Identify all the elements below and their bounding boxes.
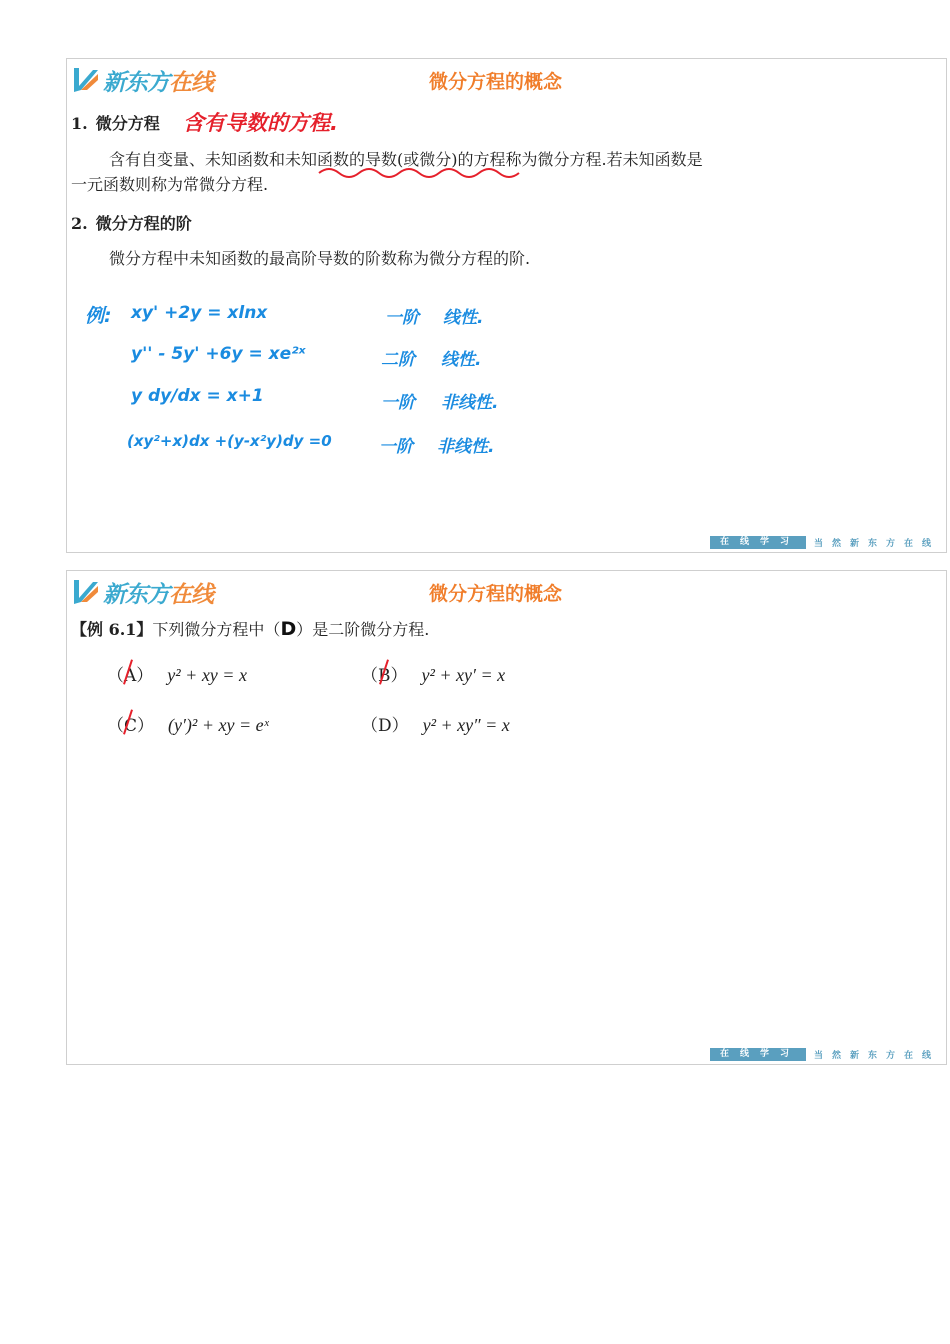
section-heading-1: 1. 微分方程 — [71, 114, 160, 133]
footer-tag: 在线学习 — [710, 536, 806, 549]
example-eq-4: (xy²+x)dx +(y-x²y)dy =0 — [127, 432, 332, 450]
order-definition: 微分方程中未知函数的最高阶导数的阶数称为微分方程的阶. — [109, 249, 531, 268]
logo-text: 新东方在线 — [103, 69, 213, 96]
logo-text: 新东方在线 — [103, 581, 213, 608]
example-type-2: 线性. — [441, 350, 482, 370]
example-order-2: 二阶 — [381, 350, 415, 370]
example-label: 例: — [85, 305, 112, 327]
definition-paragraph: 含有自变量、未知函数和未知函数的导数(或微分)的方程称为微分方程.若未知函数是 — [109, 150, 703, 169]
handwritten-definition: 含有导数的方程. — [183, 111, 338, 135]
logo-icon — [71, 64, 101, 96]
slide-1 — [66, 58, 947, 553]
slide-footer — [710, 1048, 940, 1061]
slide-2 — [66, 570, 947, 1065]
example-eq-2: y'' - 5y' +6y = xe²ˣ — [131, 344, 306, 364]
brand-logo — [71, 575, 213, 609]
section-heading-2: 2. 微分方程的阶 — [71, 214, 192, 233]
option-b: （B） y² + xy′ = x — [361, 665, 506, 686]
example-eq-3: y dy/dx = x+1 — [131, 386, 264, 406]
footer-slogan: 当然新东方在线 — [813, 1051, 940, 1061]
wavy-underline — [317, 165, 522, 179]
example-order-4: 一阶 — [379, 437, 413, 457]
slide-title: 微分方程的概念 — [429, 583, 563, 605]
example-type-3: 非线性. — [441, 393, 499, 413]
footer-slogan: 当然新东方在线 — [813, 539, 940, 549]
logo-icon — [71, 576, 101, 608]
definition-paragraph-line2: 一元函数则称为常微分方程. — [71, 175, 269, 194]
example-type-4: 非线性. — [437, 437, 495, 457]
handwritten-answer: D — [280, 618, 297, 640]
brand-logo — [71, 63, 213, 97]
underlined-phrase: 未知函数的导数(或微分) — [285, 150, 458, 169]
footer-tag: 在线学习 — [710, 1048, 806, 1061]
example-order-1: 一阶 — [385, 308, 419, 328]
example-eq-1: xy' +2y = xlnx — [131, 303, 268, 323]
option-d: （D） y² + xy″ = x — [361, 715, 510, 736]
example-order-3: 一阶 — [381, 393, 415, 413]
example-type-1: 线性. — [443, 308, 484, 328]
slide-title: 微分方程的概念 — [429, 71, 563, 93]
slide-footer — [710, 536, 940, 549]
question-stem: 【例 6.1】下列微分方程中（D）是二阶微分方程. — [71, 618, 430, 640]
option-a: （A） y² + xy = x — [107, 665, 247, 686]
option-c: （C） (y′)² + xy = eˣ — [107, 715, 269, 736]
